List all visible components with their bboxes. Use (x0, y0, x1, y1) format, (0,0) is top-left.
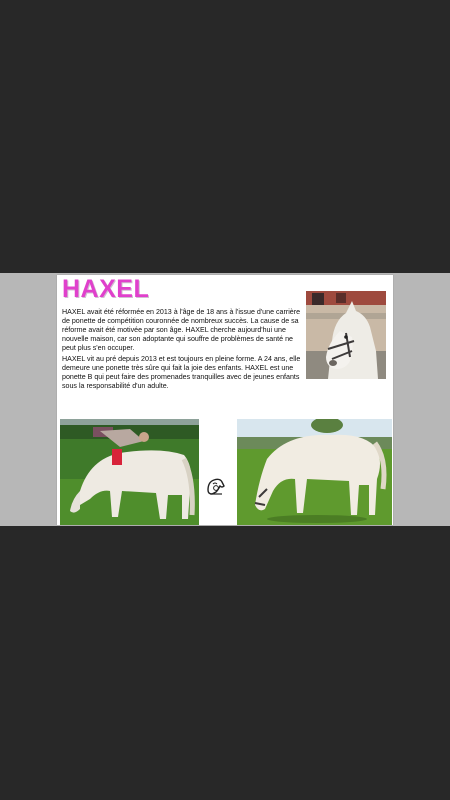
page-title: HAXEL (62, 275, 150, 303)
description-paragraph-1: HAXEL avait été réformée en 2013 à l'âge de 18 ans à l'issue d'une carrière de ponette de compétition couronnée de nombreux succès. La cause de sa réforme avait été motivée par son âge. HAXEL cherche aujourd'hui une nouvelle maison, car son adoptante qui souffre de problèmes de santé ne peut plus s'en occuper. (62, 308, 301, 352)
haxel-portrait-photo (306, 291, 386, 379)
haxel-child-riding-photo (60, 419, 199, 525)
horse-logo-icon (204, 474, 228, 498)
document-page (57, 275, 393, 525)
description-paragraph-2: HAXEL vit au pré depuis 2013 et est toujours en pleine forme. A 24 ans, elle demeure une ponette très sûre qui fait la joie des enfants. HAXEL est une ponette B qui peut faire des promenades tranquilles avec de jeunes enfants sous la responsabilité d'un adulte. (62, 355, 301, 390)
haxel-grazing-photo (237, 419, 392, 525)
